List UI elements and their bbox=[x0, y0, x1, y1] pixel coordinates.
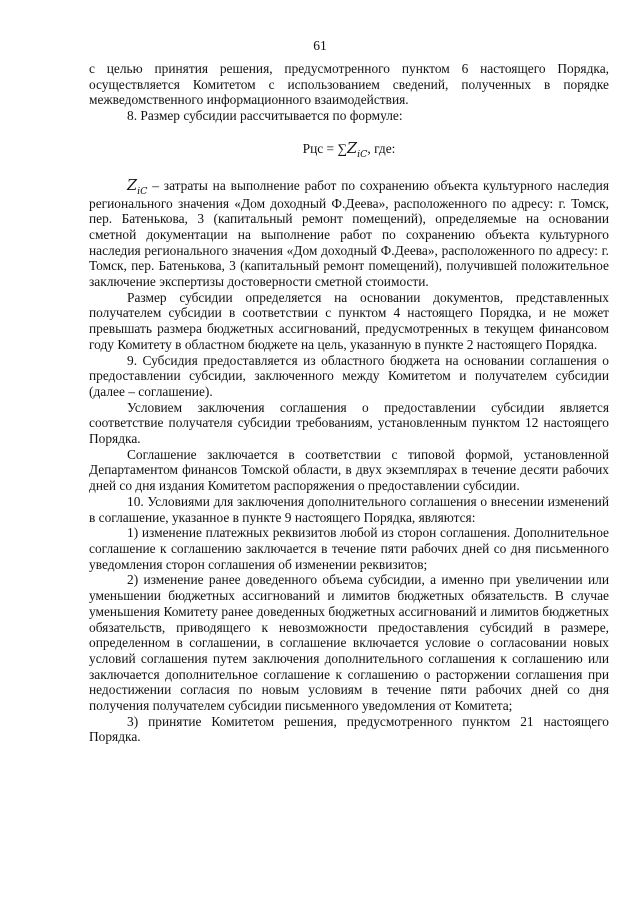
paragraph-agreement-form: Соглашение заключается в соответствии с типовой формой, установленной Департаментом финансов Томской области, в двух экземплярах в течение десяти рабочих дней со дня издания Комитетом распоряжения о предоставлении субсидии. bbox=[89, 446, 609, 494]
list-item-1: 1) изменение платежных реквизитов любой из сторон соглашения. Дополнительное соглашение к соглашению заключается в течение пяти рабочих дней со дня письменного уведомления сторон соглашения об изменении реквизитов; bbox=[89, 525, 609, 572]
formula-lhs: Рцс = bbox=[302, 140, 338, 156]
formula-tail: , где: bbox=[367, 140, 396, 156]
definition-text: – затраты на выполнение работ по сохранению объекта культурного наследия регионального значения «Дом доходный Ф.Деева», расположенного по адресу: г. Томск, пер. Батенькова, 3 (капитальный ремонт помещений), определяемые на основании сметной документации на выполнение работ по сохранению объекта культурного наследия регионального значения «Дом доходный Ф.Деева», расположенного по адресу: г. Томск, пер. Батенькова, 3 (капитальный ремонт помещений), получившей положительное заключение экспертизы достоверности сметной стоимости. bbox=[89, 177, 609, 290]
definition-variable: Z bbox=[127, 177, 138, 194]
paragraph-subsidy-size: Размер субсидии определяется на основании документов, представленных получателем субсидии в соответствии с пунктом 4 настоящего Порядка, и не может превышать размера бюджетных ассигнований, предусмотренных в текущем финансовом году Комитету в областном бюджете на цель, указанную в пункте 2 настоящего Порядка. bbox=[89, 289, 609, 352]
subsidy-formula bbox=[89, 140, 609, 160]
paragraph-agreement-condition: Условием заключения соглашения о предоставлении субсидии является соответствие получателя субсидии требованиям, установленным пунктом 12 настоящего Порядка. bbox=[89, 399, 609, 447]
paragraph-9: 9. Субсидия предоставляется из областного бюджета на основании соглашения о предоставлении субсидии, заключенного между Комитетом и получателем субсидии (далее – соглашение). bbox=[89, 352, 609, 399]
formula-variable: Z bbox=[346, 140, 358, 157]
formula-definition bbox=[89, 178, 609, 290]
list-item-2: 2) изменение ранее доведенного объема субсидии, а именно при увеличении или уменьшении бюджетных ассигнований и лимитов бюджетных обязательств. В случае уменьшения Комитету ранее доведенных бюджетных ассигнований и лимитов бюджетных обязательств, приводящего к невозможности предоставления субсидий в размере, определенном в соглашении, в соглашение включается условие о согласовании новых условий соглашения путем заключения дополнительного соглашения к соглашению или заключается дополнительное соглашение к соглашению о расторжении соглашения при недостижении согласия по новым условиям в течение пяти рабочих дней со дня получения получателем субсидии письменного уведомления от Комитета; bbox=[89, 572, 609, 714]
formula-sigma: ∑ bbox=[337, 140, 347, 156]
page-number: 61 bbox=[313, 38, 327, 53]
list-item-3: 3) принятие Комитетом решения, предусмотренного пунктом 21 настоящего Порядка. bbox=[89, 713, 609, 745]
formula-subscript: iC bbox=[357, 148, 368, 160]
paragraph-continuation: с целью принятия решения, предусмотренного пунктом 6 настоящего Порядка, осуществляется Комитетом с использованием сведений, полученных в порядке межведомственного информационного взаимодействия. bbox=[89, 61, 609, 108]
definition-subscript: iC bbox=[137, 185, 148, 197]
document-body bbox=[89, 61, 609, 745]
paragraph-10: 10. Условиями для заключения дополнительного соглашения о внесении изменений в соглашение, указанное в пункте 9 настоящего Порядка, являются: bbox=[89, 493, 609, 525]
paragraph-8: 8. Размер субсидии рассчитывается по формуле: bbox=[127, 108, 403, 124]
